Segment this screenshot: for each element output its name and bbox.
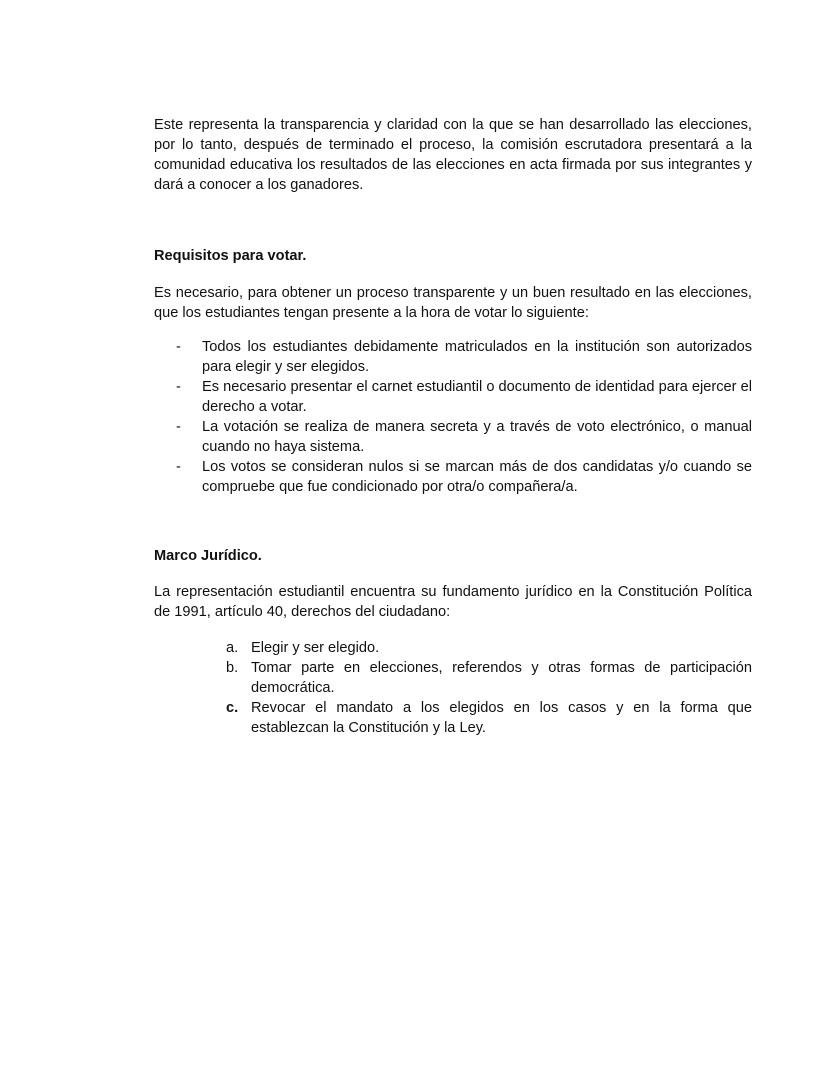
marco-intro-block	[154, 582, 752, 622]
marco-heading-block	[154, 546, 752, 566]
list-item	[154, 658, 752, 698]
list-item	[154, 638, 752, 658]
requisitos-list	[154, 337, 752, 497]
intro-section	[154, 115, 752, 195]
requisitos-paragraph: Es necesario, para obtener un proceso transparente y un buen resultado en las elecciones, que los estudiantes tengan presente a la hora de votar lo siguiente:	[154, 285, 752, 321]
list-item-text: Revocar el mandato a los elegidos en los casos y en la forma que establezcan la Constitución y la Ley.	[251, 700, 752, 736]
list-item	[154, 377, 752, 417]
requisitos-heading: Requisitos para votar.	[154, 248, 307, 264]
marco-heading: Marco Jurídico.	[154, 548, 262, 564]
list-item-text: Todos los estudiantes debidamente matriculados en la institución son autorizados para elegir y ser elegidos.	[202, 339, 752, 375]
list-letter: a.	[226, 640, 239, 656]
marco-paragraph: La representación estudiantil encuentra su fundamento jurídico en la Constitución Política de 1991, artículo 40, derechos del ciudadano:	[154, 584, 752, 620]
list-item-text: Elegir y ser elegido.	[251, 640, 380, 656]
list-item-text: Es necesario presentar el carnet estudiantil o documento de identidad para ejercer el derecho a votar.	[202, 379, 752, 415]
dash-bullet: -	[176, 379, 181, 395]
list-item-text: La votación se realiza de manera secreta y a través de voto electrónico, o manual cuando no haya sistema.	[202, 419, 752, 455]
dash-bullet: -	[176, 459, 181, 475]
intro-paragraph: Este representa la transparencia y claridad con la que se han desarrollado las elecciones, por lo tanto, después de terminado el proceso, la comisión escrutadora presentará a la comunidad educativa los resultados de las elecciones en acta firmada por sus integrantes y dará a conocer a los ganadores.	[154, 117, 752, 193]
list-letter: b.	[226, 660, 239, 676]
list-letter: c.	[226, 700, 239, 716]
list-item-text: Tomar parte en elecciones, referendos y otras formas de participación democrática.	[251, 660, 752, 696]
requisitos-heading-block	[154, 246, 752, 266]
marco-list	[154, 638, 752, 738]
list-item-text: Los votos se consideran nulos si se marcan más de dos candidatas y/o cuando se compruebe que fue condicionado por otra/o compañera/a.	[202, 459, 752, 495]
list-item	[154, 417, 752, 457]
list-item	[154, 457, 752, 497]
requisitos-intro-block	[154, 283, 752, 323]
dash-bullet: -	[176, 339, 181, 355]
dash-bullet: -	[176, 419, 181, 435]
list-item	[154, 337, 752, 377]
list-item	[154, 698, 752, 738]
